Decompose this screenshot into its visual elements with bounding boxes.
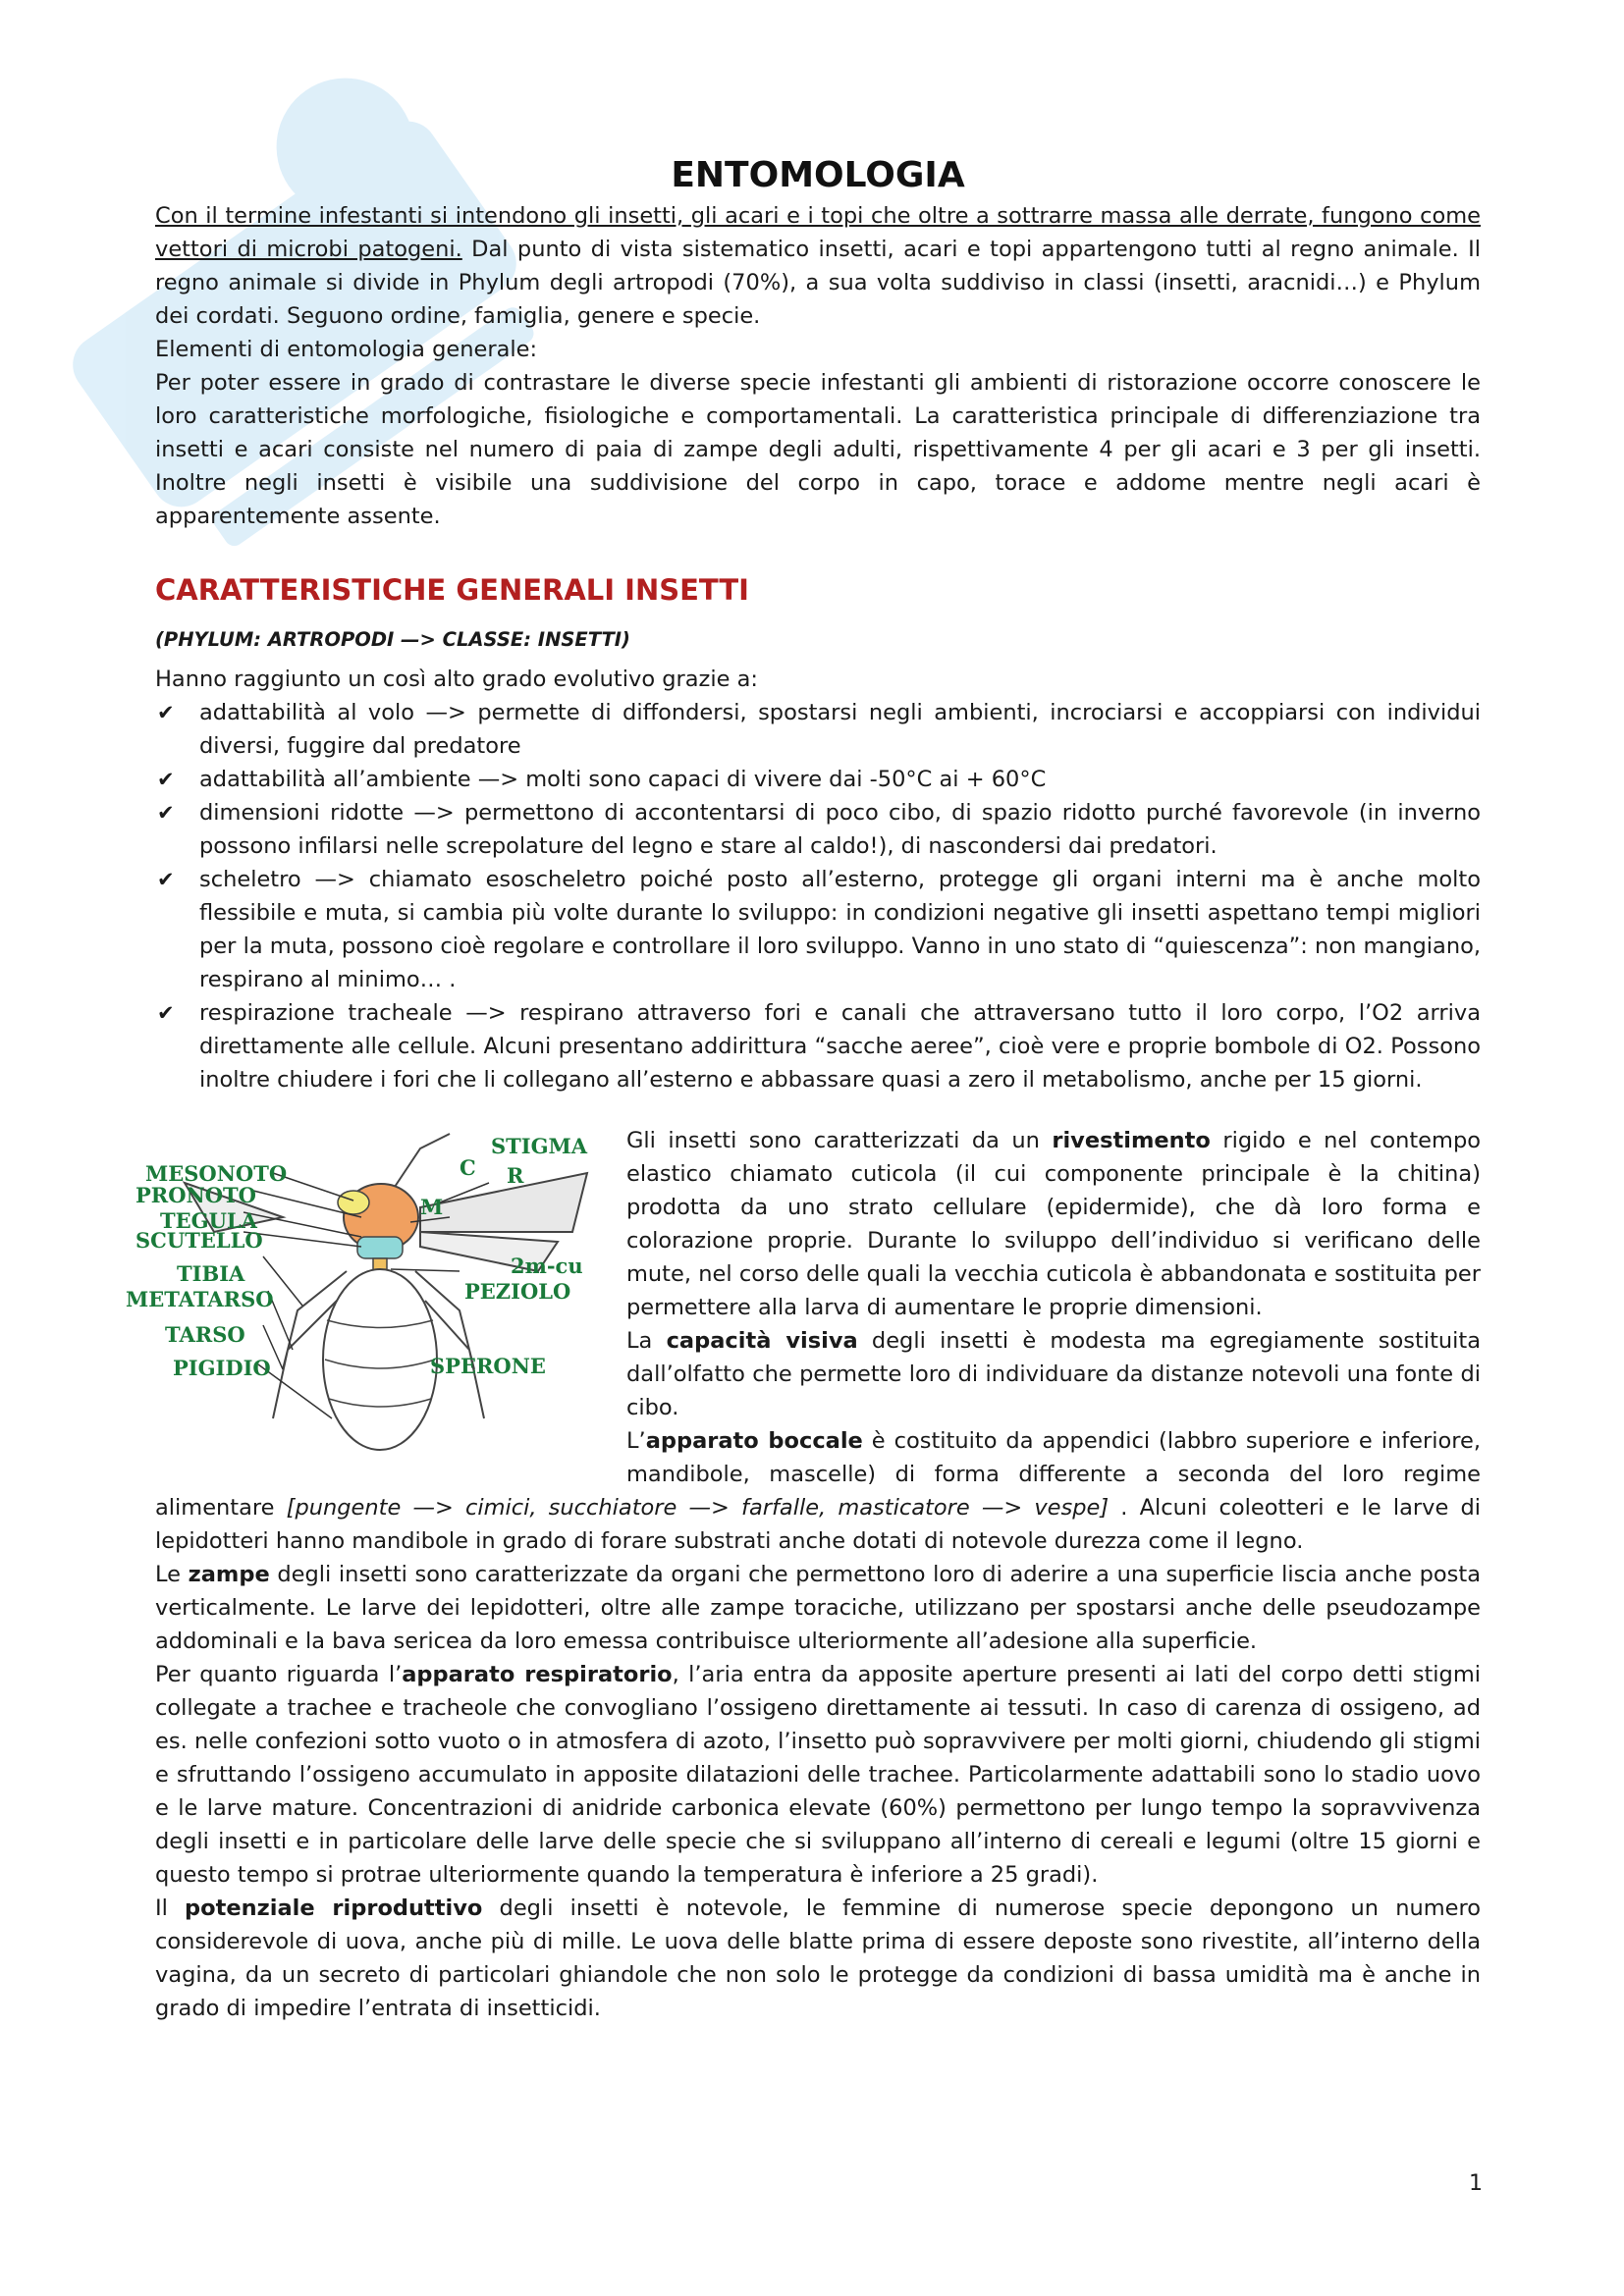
paragraph-apparato-boccale: L’apparato boccale è costituito da appendici (labbro superiore e inferiore, mandibole, mascelle) di forma differente a seconda del loro regime alimentare [pungente —> cimici, succhiatore —> farfalle, masticatore —> vespe] . Alcuni coleotteri e le larve di lepidotteri hanno mandibole in grado di forare substrati anche dotati di notevole durezza come il legno. — [155, 1428, 1482, 1554]
label-m: M — [420, 1195, 444, 1219]
paragraph-apparato-respiratorio: Per quanto riguarda l’apparato respiratorio, l’aria entra da apposite aperture presenti ai lati del corpo detti stigmi collegate a trachee e tracheole che convogliano l’ossigeno direttamente ai tessuti. In caso di carenza di ossigeno, ad es. nelle confezioni sotto vuoto o in atmosfera di azoto, l’insetto può sopravvivere per molti giorni, chiudendo gli stigmi e sfruttando l’ossigeno accumulato in apposite dilatazioni delle trachee. Particolarmente adattabili sono lo stadio uovo e le larve mature. Concentrazioni di anidride carbonica elevate (60%) permettono per lungo tempo la sopravvivenza degli insetti e in particolare delle larve delle specie che si sviluppano all’interno di cereali e legumi (oltre 15 giorni e questo tempo si protrae ulteriormente quando la temperatura è inferiore a 25 gradi). — [155, 1662, 1481, 1888]
label-tegula: TEGULA — [160, 1208, 257, 1233]
label-2m-cu: 2m-cu — [511, 1254, 583, 1278]
intro-rest: Dal punto di vista sistematico insetti, acari e topi appartengono tutti al regno animale. Il regno animale si divide in Phylum degli artropodi (70%), a sua volta suddiviso in classi (insetti, aracnidi…) e Phylum dei cordati. Seguono ordine, famiglia, genere e specie. — [155, 237, 1481, 329]
section-subheading: (PHYLUM: ARTROPODI —> CLASSE: INSETTI) — [155, 628, 630, 651]
check-icon: ✔ — [157, 801, 175, 825]
list-item: ✔ respirazione tracheale —> respirano attraverso fori e canali che attraversano tutto il loro corpo, l’O2 arriva direttamente alle cellule. Alcuni presentano addirittura “sacche aeree”, cioè vere e proprie bombole di O2. Possono inoltre chiudere i fori che li collegano all’esterno e abbassare quasi a zero il metabolismo, anche per 15 giorni. — [155, 996, 1481, 1096]
label-r: R — [507, 1163, 524, 1188]
label-peziolo: PEZIOLO — [464, 1279, 571, 1304]
document-page — [126, 152, 1482, 2025]
paragraph-rivestimento: Gli insetti sono caratterizzati da un rivestimento rigido e nel contempo elastico chiamato cuticola (il cui componente principale è la chitina) prodotta da uno strato cellulare (epidermide), che dà loro forma e colorazione proprie. Durante lo sviluppo dell’individuo si verificano delle mute, nel corso delle quali la vecchia cuticola è abbandonata e sostituita per permettere alla larva di aumentare le proprie dimensioni. — [626, 1128, 1481, 1320]
page-title: ENTOMOLOGIA — [671, 155, 965, 195]
check-icon: ✔ — [157, 868, 175, 891]
paragraph-zampe: Le zampe degli insetti sono caratterizzate da organi che permettono loro di aderire a una superficie liscia anche posta verticalmente. Le larve dei lepidotteri, oltre alle zampe toraciche, utilizzano per spostarsi anche delle pseudozampe addominali e la bava sericea da loro emessa contribuisce ulteriormente all’adesione alla superficie. — [155, 1562, 1481, 1654]
intro-subtitle: Elementi di entomologia generale: — [155, 337, 538, 362]
label-tarso: TARSO — [165, 1322, 245, 1347]
page-number: 1 — [1469, 2171, 1483, 2196]
label-sperone: SPERONE — [430, 1354, 546, 1378]
intro-paragraph — [155, 199, 1481, 333]
section-heading: CARATTERISTICHE GENERALI INSETTI — [155, 573, 749, 607]
intro-definition: Con il termine infestanti si intendono gli insetti, gli acari e i topi che oltre a sottrarre massa alle derrate, fungono come vettori di microbi patogeni. — [155, 203, 1481, 262]
list-item: ✔ scheletro —> chiamato esoscheletro poiché posto all’esterno, protegge gli organi interni ma è anche molto flessibile e muta, si cambia più volte durante lo sviluppo: in condizioni negative gli insetti aspettano tempi migliori per la muta, possono cioè regolare e controllare il loro sviluppo. Vanno in uno stato di “quiescenza”: non mangiano, respirano al minimo… . — [155, 863, 1481, 996]
label-c: C — [460, 1155, 476, 1180]
section-lead: Hanno raggiunto un così alto grado evolutivo grazie a: — [155, 667, 758, 692]
label-mesonoto: MESONOTO — [145, 1161, 288, 1186]
insect-anatomy-figure — [126, 1124, 607, 1479]
label-tibia: TIBIA — [177, 1261, 245, 1286]
label-pigidio: PIGIDIO — [173, 1356, 271, 1380]
label-scutello: SCUTELLO — [135, 1228, 263, 1253]
intro-body: Per poter essere in grado di contrastare le diverse specie infestanti gli ambienti di ristorazione occorre conoscere le loro caratteristiche morfologiche, fisiologiche e comportamentali. La caratteristica principale di differenziazione tra insetti e acari consiste nel numero di paia di zampe degli adulti, rispettivamente 4 per gli acari e 3 per gli insetti. Inoltre negli insetti è visibile una suddivisione del corpo in capo, torace e addome mentre negli acari è apparentemente assente. — [155, 370, 1481, 529]
check-icon: ✔ — [157, 768, 175, 791]
label-pronoto: PRONOTO — [135, 1183, 256, 1207]
list-item: ✔ dimensioni ridotte —> permettono di accontentarsi di poco cibo, di spazio ridotto purché favorevole (in inverno possono infilarsi nelle screpolature del legno e stare al caldo!), di nascondersi dai predatori. — [155, 796, 1481, 863]
paragraph-capacita-visiva: La capacità visiva degli insetti è modesta ma egregiamente sostituita dall’olfatto che permette loro di individuare da distanze notevoli una fonte di cibo. — [626, 1328, 1482, 1420]
check-icon: ✔ — [157, 701, 175, 724]
check-icon: ✔ — [157, 1001, 175, 1025]
feature-list — [155, 696, 1481, 1096]
label-metatarso: METATARSO — [126, 1287, 274, 1311]
paragraph-potenziale-riproduttivo: Il potenziale riproduttivo degli insetti è notevole, le femmine di numerose specie depongono un numero considerevole di uova, anche più di mille. Le uova delle blatte prima di essere deposte sono rivestite, all’interno della vagina, da un secreto di particolari ghiandole che non solo le protegge da condizioni di bassa umidità ma è anche in grado di impedire l’entrata di insetticidi. — [155, 1896, 1481, 2021]
list-item: ✔ adattabilità all’ambiente —> molti sono capaci di vivere dai -50°C ai + 60°C — [155, 763, 1481, 796]
list-item: ✔ adattabilità al volo —> permette di diffondersi, spostarsi negli ambienti, incrociarsi e accoppiarsi con individui diversi, fuggire dal predatore — [155, 696, 1481, 763]
insect-diagram — [126, 1124, 607, 1479]
label-stigma: STIGMA — [491, 1134, 588, 1158]
